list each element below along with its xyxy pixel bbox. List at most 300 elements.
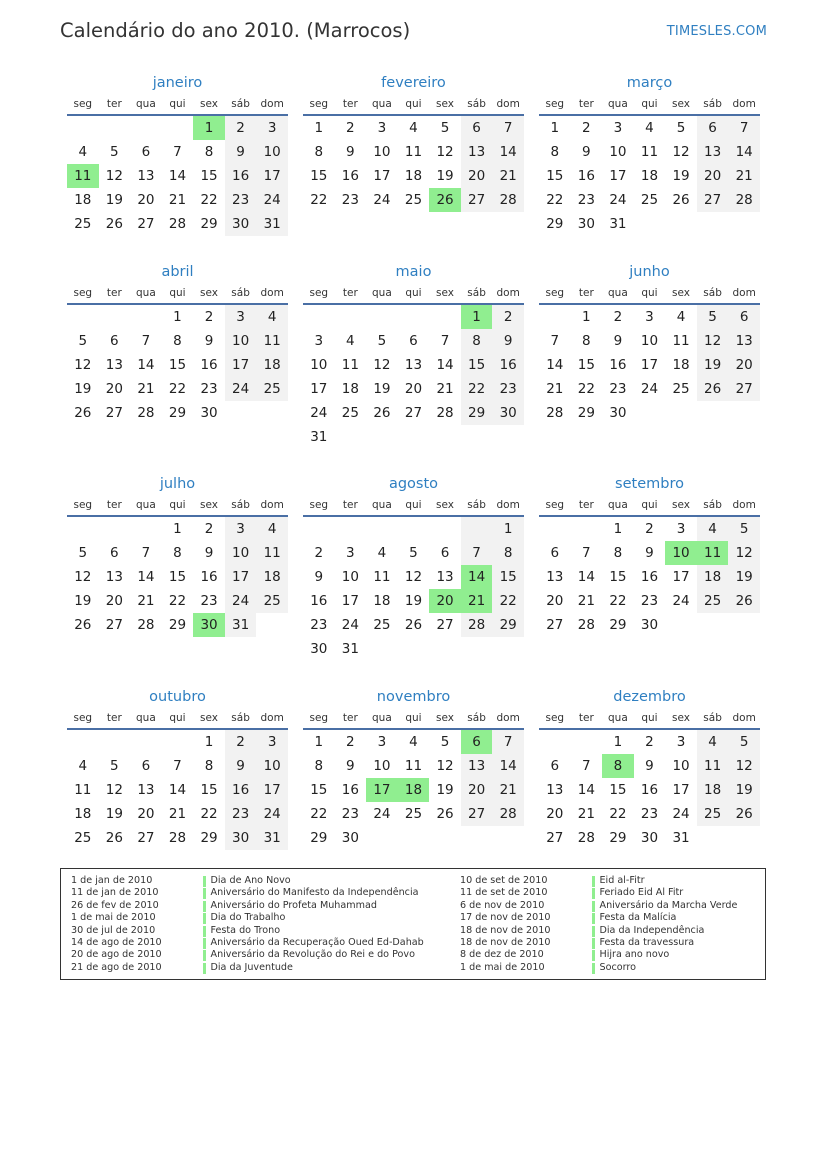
empty-cell	[366, 637, 398, 661]
day-cell: 7	[550, 333, 560, 349]
empty-cell	[67, 517, 99, 541]
weekday-label: sex	[672, 287, 691, 299]
weekday-label: sex	[200, 499, 219, 511]
weekday-label: qui	[641, 712, 658, 724]
weekday-label: sáb	[467, 98, 486, 110]
day-cell: 14	[728, 140, 760, 164]
day-cell: 14	[577, 569, 595, 585]
day-cell: 17	[640, 357, 659, 373]
day-cell: 23	[310, 617, 328, 633]
week-row	[303, 778, 524, 802]
day-cell: 3	[377, 734, 387, 750]
weekday-header	[67, 94, 288, 116]
day-cell: 15	[546, 168, 564, 184]
weekday-label: sex	[436, 712, 455, 724]
day-cell: 19	[105, 806, 123, 822]
week-row	[539, 730, 760, 754]
weekday-label: sáb	[231, 712, 250, 724]
site-link[interactable]: TIMESLES.COM	[666, 24, 767, 39]
weekday-label: dom	[732, 712, 756, 724]
day-cell: 25	[697, 589, 729, 613]
weekday-label: dom	[496, 499, 520, 511]
day-cell: 1	[314, 120, 324, 136]
day-cell: 29	[461, 401, 493, 425]
day-cell: 10	[225, 541, 257, 565]
legend-holiday-name: Aniversário da Revolução do Rei e do Povo	[210, 949, 415, 961]
day-cell: 4	[697, 517, 729, 541]
holiday-marker	[203, 888, 206, 899]
day-cell: 9	[225, 754, 257, 778]
day-cell: 10	[672, 758, 690, 774]
day-cell: 16	[200, 357, 218, 373]
day-cell: 15	[310, 782, 328, 798]
day-cell: 6	[550, 545, 560, 561]
day-cell: 31	[609, 216, 627, 232]
day-cell: 25	[404, 192, 423, 208]
day-cell: 25	[697, 802, 729, 826]
weekday-label: seg	[309, 712, 329, 724]
weekday-label: qua	[608, 499, 628, 511]
day-cell: 5	[728, 730, 760, 754]
day-cell: 18	[697, 565, 729, 589]
day-cell: 26	[429, 188, 461, 212]
day-cell: 23	[341, 192, 359, 208]
weekday-label: qui	[405, 98, 422, 110]
week-row	[539, 140, 760, 164]
day-cell: 14	[461, 565, 493, 589]
day-cell: 12	[404, 569, 423, 585]
week-row	[539, 541, 760, 565]
day-cell: 21	[492, 164, 524, 188]
day-cell: 27	[546, 830, 564, 846]
day-cell: 29	[609, 830, 627, 846]
legend-date: 6 de nov de 2010	[460, 899, 545, 911]
day-cell: 8	[602, 754, 634, 778]
weekday-label: sáb	[467, 712, 486, 724]
weekday-label: dom	[732, 98, 756, 110]
day-cell: 20	[546, 593, 564, 609]
weekday-label: ter	[578, 499, 594, 511]
day-cell: 24	[373, 192, 391, 208]
day-cell: 10	[256, 140, 288, 164]
day-cell: 21	[137, 593, 155, 609]
week-row	[303, 164, 524, 188]
day-cell: 19	[672, 168, 690, 184]
day-cell: 3	[346, 545, 355, 561]
weekday-label: ter	[578, 98, 594, 110]
day-cell: 12	[373, 357, 391, 373]
day-cell: 2	[314, 545, 324, 561]
day-cell: 11	[74, 782, 92, 798]
month-name: março	[626, 75, 673, 91]
day-cell: 21	[168, 806, 187, 822]
day-cell: 26	[373, 405, 391, 421]
weekday-label: sex	[436, 499, 455, 511]
week-row	[303, 565, 524, 589]
weekday-label: qui	[405, 712, 422, 724]
day-cell: 2	[645, 521, 654, 537]
weekday-header	[67, 495, 288, 517]
weekday-header	[67, 283, 288, 305]
month-name: setembro	[615, 476, 684, 492]
day-cell: 19	[74, 381, 92, 397]
week-row	[303, 401, 524, 425]
day-cell: 4	[78, 758, 88, 774]
day-cell: 17	[341, 593, 359, 609]
empty-cell	[571, 517, 603, 541]
day-cell: 14	[492, 140, 524, 164]
day-cell: 9	[645, 758, 654, 774]
month-name: maio	[395, 264, 432, 280]
day-cell: 30	[193, 613, 225, 637]
day-cell: 1	[173, 521, 182, 537]
day-cell: 19	[728, 565, 760, 589]
day-cell: 6	[461, 116, 493, 140]
week-row	[303, 589, 524, 613]
day-cell: 31	[256, 212, 288, 236]
day-cell: 26	[105, 216, 123, 232]
day-cell: 9	[613, 333, 623, 349]
week-row	[67, 730, 288, 754]
day-cell: 23	[341, 806, 359, 822]
day-cell: 12	[672, 144, 690, 160]
day-cell: 3	[256, 730, 288, 754]
week-row	[67, 305, 288, 329]
day-cell: 19	[404, 593, 423, 609]
week-row	[67, 164, 288, 188]
weekday-label: seg	[545, 98, 565, 110]
day-cell: 16	[577, 168, 595, 184]
weekday-label: sex	[672, 712, 691, 724]
legend-holiday-name: Aniversário da Marcha Verde	[599, 899, 738, 911]
week-row	[67, 589, 288, 613]
day-cell: 23	[225, 188, 257, 212]
weekday-label: dom	[260, 98, 284, 110]
day-cell: 29	[310, 830, 328, 846]
day-cell: 29	[168, 617, 187, 633]
day-cell: 20	[461, 164, 493, 188]
empty-cell	[130, 730, 162, 754]
day-cell: 21	[546, 381, 564, 397]
day-cell: 26	[728, 589, 760, 613]
day-cell: 24	[672, 806, 690, 822]
legend-holiday-name: Festa da Malícia	[599, 912, 677, 924]
weekday-label: seg	[545, 287, 565, 299]
weekday-label: qua	[136, 712, 156, 724]
legend-entry	[460, 900, 737, 912]
day-cell: 26	[728, 802, 760, 826]
weekday-label: sáb	[703, 499, 722, 511]
weekday-label: seg	[545, 499, 565, 511]
week-row	[303, 329, 524, 353]
day-cell: 23	[640, 806, 659, 822]
day-cell: 3	[377, 120, 387, 136]
month-3	[539, 72, 760, 236]
day-cell: 2	[346, 120, 355, 136]
day-cell: 18	[74, 192, 92, 208]
weekday-label: qui	[169, 712, 186, 724]
day-cell: 10	[640, 333, 659, 349]
day-cell: 28	[546, 405, 564, 421]
day-cell: 20	[728, 353, 760, 377]
week-row	[539, 164, 760, 188]
day-cell: 13	[546, 569, 564, 585]
empty-cell	[130, 517, 162, 541]
weekday-header	[539, 708, 760, 730]
day-cell: 22	[168, 381, 187, 397]
month-4	[67, 261, 288, 425]
weekday-label: sáb	[703, 712, 722, 724]
weekday-header	[303, 495, 524, 517]
weekday-label: seg	[73, 712, 93, 724]
day-cell: 17	[310, 381, 328, 397]
day-cell: 17	[672, 782, 690, 798]
day-cell: 31	[672, 830, 690, 846]
day-cell: 2	[645, 734, 654, 750]
month-2	[303, 72, 524, 212]
day-cell: 9	[204, 545, 214, 561]
week-row	[67, 826, 288, 850]
day-cell: 24	[640, 381, 659, 397]
empty-cell	[303, 517, 335, 541]
day-cell: 6	[141, 144, 151, 160]
empty-cell	[130, 305, 162, 329]
week-row	[539, 565, 760, 589]
day-cell: 1	[492, 517, 524, 541]
day-cell: 31	[225, 613, 257, 637]
legend-holiday-name: Festa da travessura	[599, 936, 695, 948]
day-cell: 20	[546, 806, 564, 822]
day-cell: 26	[436, 806, 454, 822]
day-cell: 8	[461, 329, 493, 353]
legend-entry	[71, 875, 424, 887]
day-cell: 28	[728, 188, 760, 212]
weekday-label: qua	[372, 712, 392, 724]
month-name: fevereiro	[381, 75, 446, 91]
empty-cell	[335, 517, 367, 541]
day-cell: 30	[640, 830, 659, 846]
day-cell: 12	[728, 754, 760, 778]
weekday-label: qui	[169, 98, 186, 110]
month-name: janeiro	[152, 75, 203, 91]
day-cell: 7	[492, 730, 524, 754]
day-cell: 7	[492, 116, 524, 140]
day-cell: 17	[256, 778, 288, 802]
day-cell: 26	[74, 617, 92, 633]
day-cell: 23	[225, 802, 257, 826]
empty-cell	[492, 826, 524, 850]
legend-date: 14 de ago de 2010	[71, 936, 162, 948]
month-name: novembro	[376, 689, 451, 705]
day-cell: 10	[341, 569, 359, 585]
day-cell: 16	[640, 782, 659, 798]
empty-cell	[335, 305, 367, 329]
day-cell: 20	[697, 164, 729, 188]
day-cell: 17	[225, 353, 257, 377]
day-cell: 3	[314, 333, 324, 349]
empty-cell	[429, 425, 461, 449]
day-cell: 7	[461, 541, 493, 565]
day-cell: 25	[256, 589, 288, 613]
empty-cell	[665, 212, 697, 236]
month-9	[539, 473, 760, 637]
legend-entry	[71, 937, 424, 949]
day-cell: 28	[577, 830, 595, 846]
empty-cell	[398, 637, 430, 661]
day-cell: 27	[105, 405, 123, 421]
day-cell: 25	[672, 381, 690, 397]
weekday-label: qui	[641, 98, 658, 110]
month-8	[303, 473, 524, 661]
day-cell: 30	[577, 216, 595, 232]
day-cell: 15	[310, 168, 328, 184]
holiday-marker	[592, 938, 595, 949]
empty-cell	[728, 613, 760, 637]
day-cell: 16	[341, 168, 359, 184]
empty-cell	[162, 116, 194, 140]
day-cell: 14	[577, 782, 595, 798]
weekday-header	[303, 94, 524, 116]
weekday-label: ter	[342, 712, 358, 724]
week-row	[303, 377, 524, 401]
legend-holiday-name: Dia de Ano Novo	[210, 875, 291, 886]
month-name: julho	[159, 476, 196, 492]
weekday-label: sáb	[231, 499, 250, 511]
day-cell: 5	[728, 517, 760, 541]
weekday-label: sáb	[231, 287, 250, 299]
day-cell: 5	[676, 120, 686, 136]
day-cell: 22	[200, 192, 218, 208]
day-cell: 16	[225, 778, 257, 802]
weekday-label: sáb	[467, 499, 486, 511]
empty-cell	[398, 425, 430, 449]
day-cell: 21	[137, 381, 155, 397]
day-cell: 27	[461, 188, 493, 212]
day-cell: 3	[225, 305, 257, 329]
legend-holiday-name: Dia da Juventude	[210, 961, 293, 973]
day-cell: 5	[78, 333, 88, 349]
holiday-marker	[203, 938, 206, 949]
day-cell: 23	[200, 593, 218, 609]
empty-cell	[225, 401, 257, 425]
week-row	[539, 802, 760, 826]
empty-cell	[697, 401, 729, 425]
month-6	[539, 261, 760, 425]
day-cell: 11	[373, 569, 391, 585]
legend-holiday-name: Aniversário da Recuperação Oued Ed-Dahab	[210, 936, 424, 948]
weekday-label: ter	[342, 287, 358, 299]
day-cell: 31	[256, 826, 288, 850]
week-row	[539, 754, 760, 778]
day-cell: 2	[582, 120, 591, 136]
day-cell: 16	[492, 353, 524, 377]
day-cell: 28	[436, 405, 454, 421]
empty-cell	[366, 517, 398, 541]
day-cell: 2	[225, 116, 257, 140]
day-cell: 27	[728, 377, 760, 401]
day-cell: 21	[168, 192, 187, 208]
day-cell: 22	[609, 806, 627, 822]
day-cell: 22	[200, 806, 218, 822]
day-cell: 8	[173, 545, 182, 561]
day-cell: 5	[440, 734, 450, 750]
day-cell: 10	[373, 758, 391, 774]
day-cell: 17	[373, 168, 391, 184]
weekday-header	[539, 94, 760, 116]
day-cell: 18	[256, 353, 288, 377]
day-cell: 14	[137, 357, 155, 373]
weekday-label: ter	[342, 98, 358, 110]
day-cell: 19	[436, 782, 454, 798]
legend-date: 11 de set de 2010	[460, 887, 548, 899]
day-cell: 20	[137, 192, 155, 208]
month-1	[67, 72, 288, 236]
day-cell: 18	[74, 806, 92, 822]
holiday-marker	[592, 950, 595, 961]
day-cell: 11	[697, 754, 729, 778]
week-row	[67, 140, 288, 164]
day-cell: 13	[404, 357, 423, 373]
day-cell: 5	[377, 333, 387, 349]
week-row	[303, 541, 524, 565]
day-cell: 14	[168, 168, 187, 184]
empty-cell	[303, 305, 335, 329]
empty-cell	[398, 305, 430, 329]
day-cell: 8	[550, 144, 560, 160]
weekday-label: dom	[732, 499, 756, 511]
day-cell: 13	[697, 140, 729, 164]
day-cell: 6	[110, 545, 119, 561]
weekday-header	[539, 283, 760, 305]
day-cell: 15	[609, 569, 627, 585]
day-cell: 1	[613, 734, 623, 750]
weekday-label: qui	[169, 499, 186, 511]
legend-date: 20 de ago de 2010	[71, 949, 162, 961]
day-cell: 28	[168, 216, 187, 232]
day-cell: 29	[609, 617, 627, 633]
week-row	[539, 613, 760, 637]
day-cell: 30	[341, 830, 359, 846]
month-name: dezembro	[613, 689, 686, 705]
empty-cell	[366, 305, 398, 329]
day-cell: 19	[74, 593, 92, 609]
legend-entry	[460, 887, 737, 899]
legend-holiday-name: Dia do Trabalho	[210, 912, 286, 924]
legend-date: 17 de nov de 2010	[460, 912, 551, 924]
empty-cell	[461, 425, 493, 449]
week-row	[539, 589, 760, 613]
day-cell: 27	[137, 216, 155, 232]
legend-date: 1 de jan de 2010	[71, 875, 153, 886]
day-cell: 11	[672, 333, 690, 349]
day-cell: 25	[74, 830, 92, 846]
day-cell: 17	[256, 164, 288, 188]
weekday-label: dom	[496, 712, 520, 724]
weekday-header	[67, 708, 288, 730]
month-name: outubro	[149, 689, 206, 705]
day-cell: 11	[404, 758, 423, 774]
day-cell: 18	[640, 168, 659, 184]
day-cell: 21	[461, 589, 493, 613]
legend-entry	[460, 937, 737, 949]
day-cell: 7	[728, 116, 760, 140]
weekday-label: dom	[496, 287, 520, 299]
legend-holiday-name: Aniversário do Profeta Muhammad	[210, 899, 377, 911]
day-cell: 27	[546, 617, 564, 633]
day-cell: 26	[697, 377, 729, 401]
day-cell: 7	[173, 758, 182, 774]
day-cell: 12	[74, 357, 92, 373]
